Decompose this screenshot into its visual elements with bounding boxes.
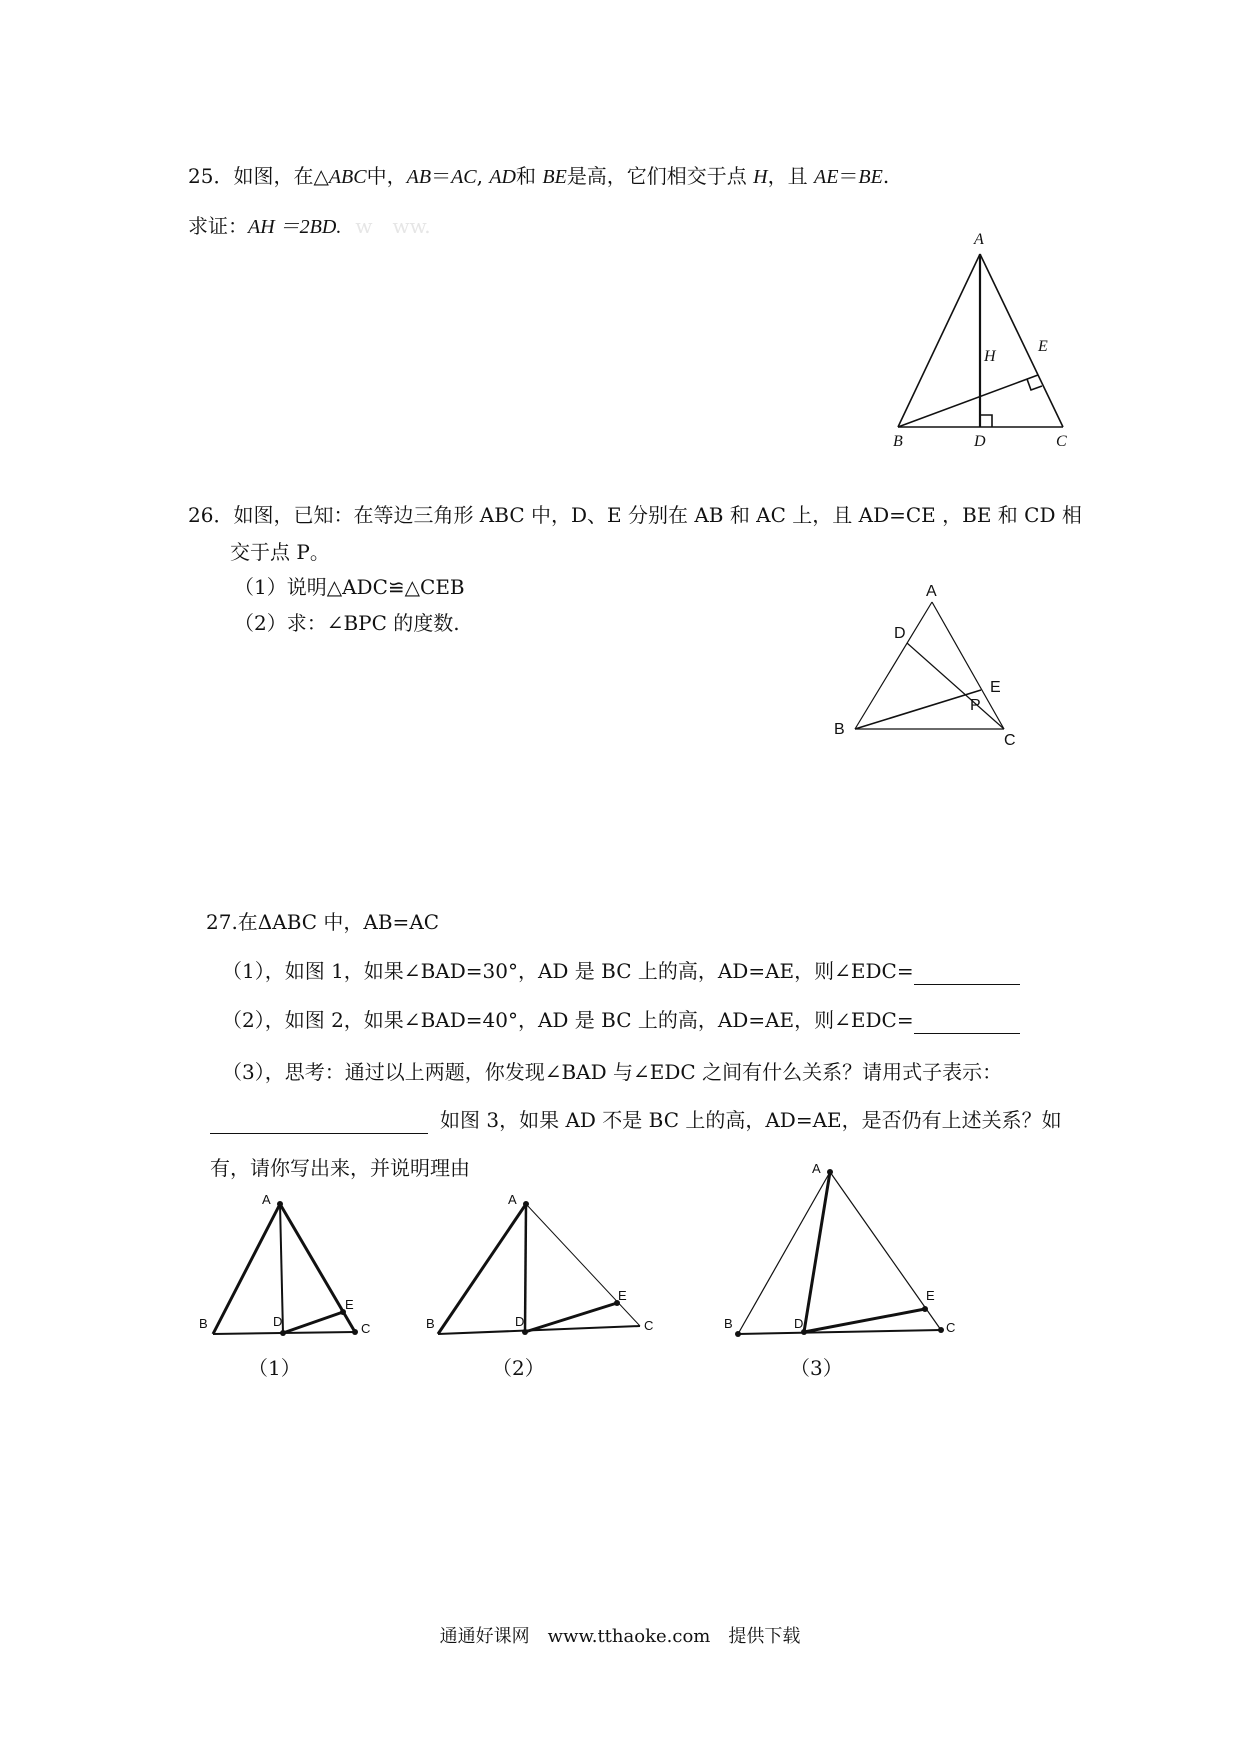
q26-label-e: E [990,679,1001,696]
q25-label-d: D [974,433,986,450]
q25-number: 25． [188,164,234,188]
q25-label-c: C [1056,433,1067,450]
q27-figure-1 [195,1190,385,1340]
q25-label-e: E [1038,338,1048,355]
q26-label-b: B [834,721,845,738]
fig1-segment-de [283,1312,343,1333]
q26-statement-line1: 26．如图，已知：在等边三角形 ABC 中，D、E 分别在 AB 和 AC 上，且 AD=CE ，BE 和 CD 相 [188,503,1082,527]
fig3-label-b: B [724,1316,733,1331]
page-footer: 通通好课网 www.tthaoke.com 提供下载 [439,1626,801,1647]
q26-label-a: A [926,583,937,600]
fig3-segment-de [804,1309,925,1332]
fig1-point-d [280,1330,286,1336]
q25-watermark-text: w ww. [355,214,431,238]
fig2-point-a [523,1201,529,1207]
fig3-point-e [922,1306,928,1312]
q25-statement: 25．如图，在△ABC中，AB＝AC, AD和 BE是高，它们相交于点 H，且 AE＝BE. [188,164,890,188]
q27-part1: （1），如图 1，如果∠BAD=30°，AD 是 BC 上的高，AD=AE，则∠EDC= [222,957,1020,985]
fig3-label-e: E [926,1288,935,1303]
fig3-point-b [735,1331,741,1337]
q27-answer-blank-2[interactable] [914,1011,1020,1034]
q26-figure [830,582,1020,752]
fig2-segment-ad [525,1204,526,1332]
q25-label-h: H [984,348,996,365]
q27-figure-caption-1: （1） [248,1356,301,1380]
fig2-label-e: E [618,1288,627,1303]
fig3-label-d: D [794,1316,804,1331]
q27-answer-blank-3[interactable] [210,1111,428,1134]
fig3-label-c: C [946,1320,956,1335]
fig1-label-b: B [199,1316,208,1331]
fig1-label-d: D [273,1314,283,1329]
fig1-side-ab [213,1204,283,1334]
q27-figure-3 [718,1160,958,1340]
q27-part3: （3），思考：通过以上两题，你发现∠BAD 与∠EDC 之间有什么关系？请用式子表示： [222,1060,1003,1084]
q26-side-ab [855,602,932,729]
fig1-point-c [352,1329,358,1335]
q26-label-d: D [894,625,906,642]
q25-prove-expr: AH ＝2BD. [248,216,342,238]
q27-figure-caption-3: （3） [790,1356,843,1380]
q26-label-c: C [1004,732,1016,749]
fig1-point-a [277,1201,283,1207]
q26-statement-line2: 交于点 P。 [230,540,330,564]
q25-right-angle-d [980,415,992,427]
q27-figure-2 [420,1190,645,1340]
fig3-point-c [938,1327,944,1333]
fig2-point-d [522,1329,528,1335]
q27-part3-end: 有，请你写出来，并说明理由 [210,1156,470,1180]
q27-figure-caption-2: （2） [492,1356,545,1380]
q26-number: 26． [188,503,234,527]
q25-label-a: A [974,232,984,248]
fig3-point-a [827,1169,833,1175]
q27-statement: 27.在ΔABC 中，AB=AC [206,910,440,934]
q27-part2: （2），如图 2，如果∠BAD=40°，AD 是 BC 上的高，AD=AE，则∠EDC= [222,1006,1020,1034]
fig1-label-c: C [361,1321,371,1336]
q27-answer-blank-1[interactable] [914,962,1020,985]
fig1-label-a: A [262,1192,271,1207]
q26-segment-be [855,690,981,729]
q27-figure-2-label-c: C [644,1318,654,1333]
q26-label-p: P [970,697,981,714]
q25-prove: 求证：AH ＝2BD. w ww. [188,214,431,238]
q27-part3-continued: 如图 3，如果 AD 不是 BC 上的高，AD=AE，是否仍有上述关系？如 [210,1106,1062,1134]
q26-side-ac [932,602,1004,729]
q26-part1: （1）说明△ADC≌△CEB [234,575,465,599]
fig2-side-ac [526,1204,640,1326]
fig2-side-ab [438,1204,526,1334]
fig2-label-a: A [508,1192,517,1207]
fig2-label-b: B [426,1316,435,1331]
q25-side-ac [980,254,1063,427]
fig2-label-d: D [515,1314,525,1329]
q25-figure [880,232,1080,452]
fig3-label-a: A [812,1161,821,1176]
q25-label-b: B [893,433,903,450]
fig1-label-e: E [345,1297,354,1312]
q25-right-angle-e [1027,379,1042,390]
q26-part2: （2）求：∠BPC 的度数. [234,611,460,635]
fig3-side-bc [738,1330,941,1334]
